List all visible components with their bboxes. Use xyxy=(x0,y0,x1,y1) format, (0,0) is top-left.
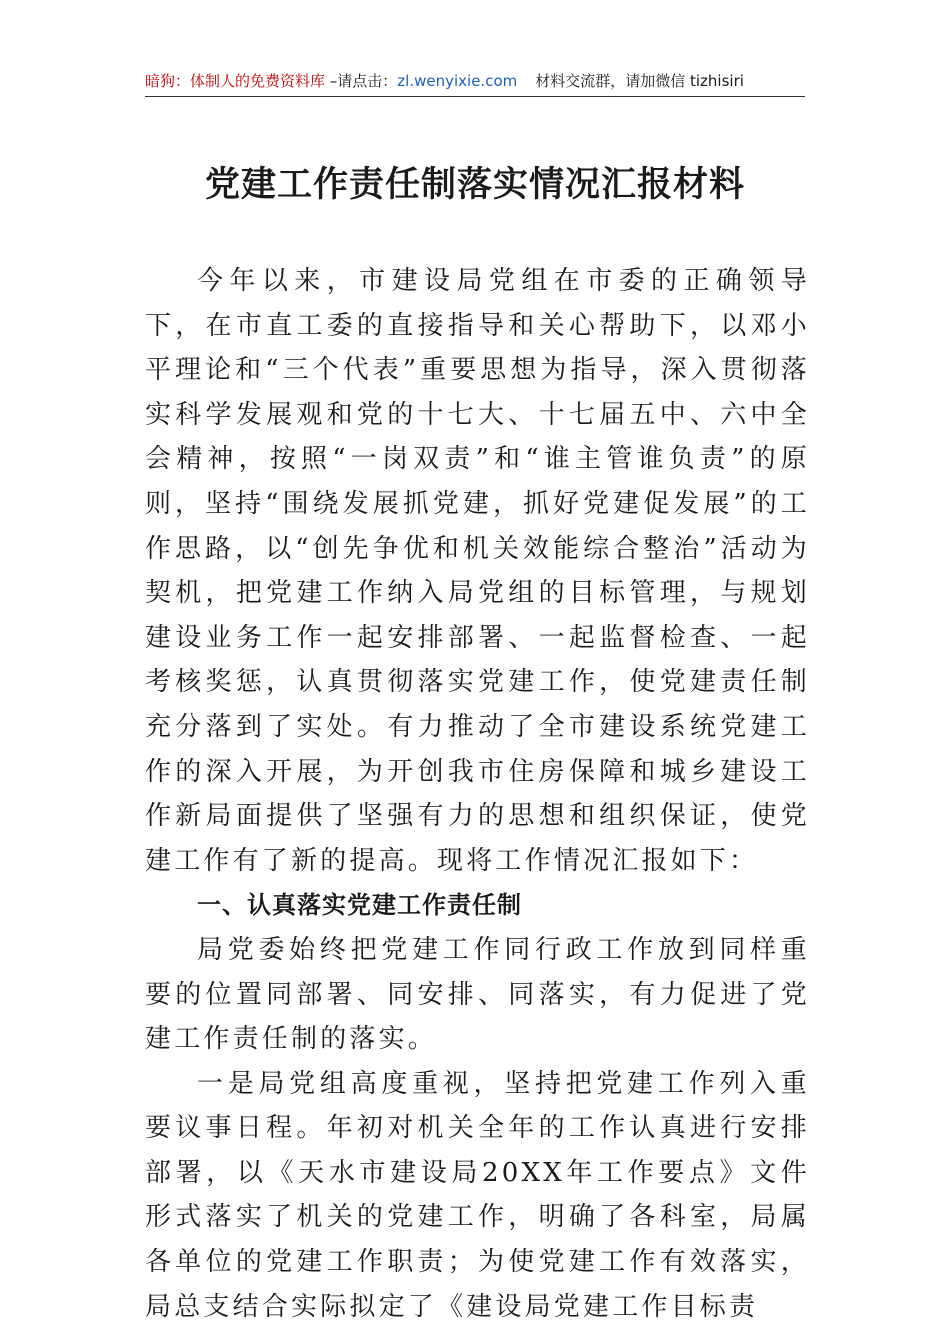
page-header xyxy=(145,70,805,94)
header-url-link[interactable]: zl.wenyixie.com xyxy=(397,72,518,90)
document-title: 党建工作责任制落实情况汇报材料 xyxy=(204,164,745,205)
document-body xyxy=(145,259,810,1329)
header-site-name: 暗狗：体制人的免费资料库 xyxy=(145,72,326,90)
header-click-prompt: –请点击： xyxy=(325,72,398,90)
section-1-paragraph-2: 一是局党组高度重视，坚持把党建工作列入重要议事日程。年初对机关全年的工作认真进行安排部署，以《天水市建设局20XX年工作要点》文件形式落实了机关的党建工作，明确了各科室，局属各单位的党建工作职责；为使党建工作有效落实，局总支结合实际拟定了《建设局党建工作目标责 xyxy=(145,1068,810,1322)
header-wechat-note: 材料交流群，请加微信 tizhisiri xyxy=(535,72,744,90)
section-heading-1: 一、认真落实党建工作责任制 xyxy=(197,891,522,920)
intro-paragraph: 今年以来，市建设局党组在市委的正确领导下，在市直工委的直接指导和关心帮助下，以邓小平理论和“三个代表”重要思想为指导，深入贯彻落实科学发展观和党的十七大、十七届五中、六中全会精神，按照“一岗双责”和“谁主管谁负责”的原则，坚持“围绕发展抓党建，抓好党建促发展”的工作思路，以“创先争优和机关效能综合整治”活动为契机，把党建工作纳入局党组的目标管理，与规划建设业务工作一起安排部署、一起监督检查、一起考核奖惩，认真贯彻落实党建工作，使党建责任制充分落到了实处。有力推动了全市建设系统党建工作的深入开展，为开创我市住房保障和城乡建设工作新局面提供了坚强有力的思想和组织保证，使党建工作有了新的提高。现将工作情况汇报如下： xyxy=(145,266,810,876)
section-1-paragraph-1: 局党委始终把党建工作同行政工作放到同样重要的位置同部署、同安排、同落实，有力促进了党建工作责任制的落实。 xyxy=(145,934,810,1055)
header-divider xyxy=(145,96,805,97)
